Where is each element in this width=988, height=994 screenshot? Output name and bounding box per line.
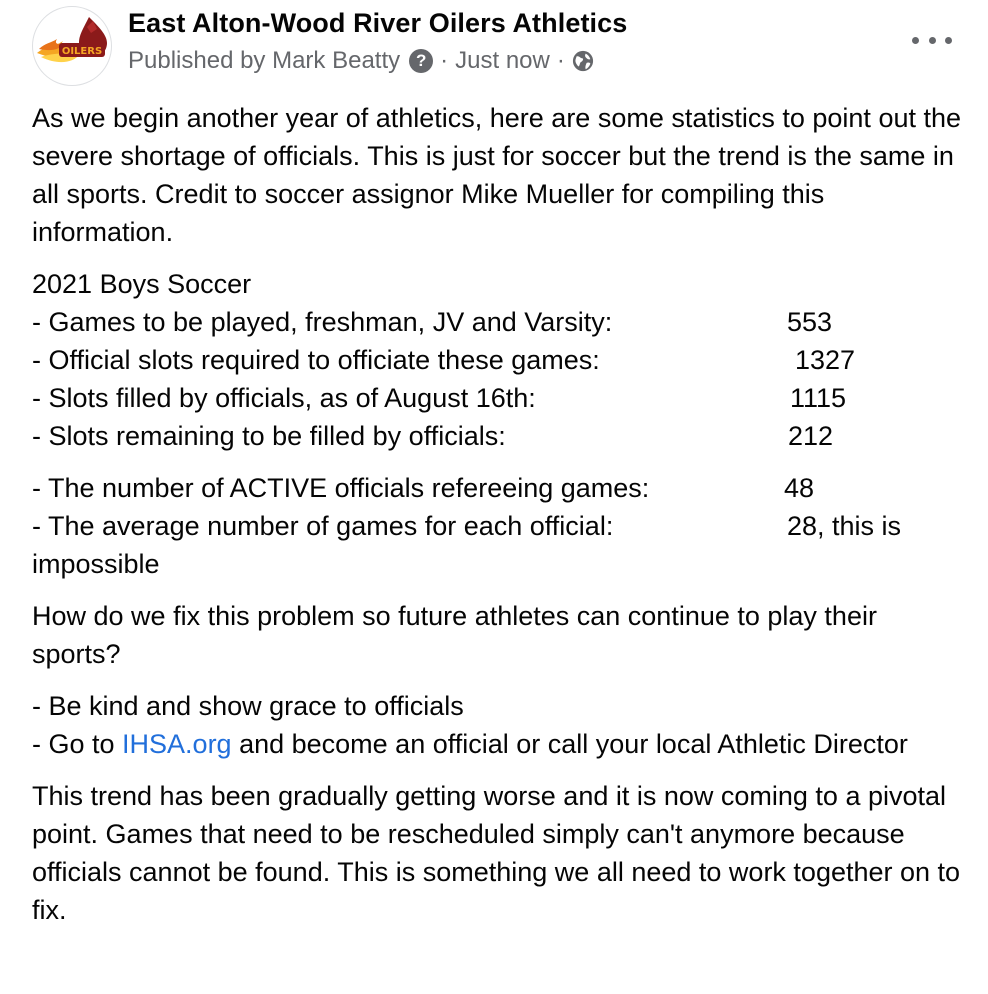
stat-continuation: impossible [32,549,160,579]
stat-label: - The number of ACTIVE officials refereeing games: [32,473,650,503]
actions-list [32,687,972,763]
stat-value: 1327 [795,345,856,375]
post-timestamp[interactable]: Just now [455,47,550,74]
oilers-logo-icon [33,7,112,86]
stats-section-2 [32,469,972,583]
more-dots-icon [929,37,936,44]
published-by: Published by Mark Beatty [128,47,401,74]
globe-icon[interactable] [572,50,594,72]
stat-row [32,469,972,507]
ihsa-link[interactable]: IHSA.org [122,729,232,759]
stat-label: - Games to be played, freshman, JV and Varsity: [32,307,613,337]
action-item: - Be kind and show grace to officials [32,691,464,721]
stat-value: 1115 [790,383,847,413]
page-avatar[interactable] [32,6,112,86]
stat-label: - Official slots required to officiate these games: [32,345,600,375]
stat-row [32,417,972,455]
stat-row [32,507,972,545]
action-prefix: - Go to [32,729,123,759]
stat-value: 28, this is [787,511,902,541]
action-item [32,725,972,763]
stat-value: 553 [787,307,833,337]
question-icon[interactable]: ? [409,49,433,73]
closing-paragraph: This trend has been gradually getting worse and it is now coming to a pivotal point. Games that need to be rescheduled simply can't anymore because officials cannot be found. This is something we all need to work together on to fix. [32,781,961,925]
stats-section [32,265,972,455]
more-dots-icon [945,37,952,44]
stat-value: 48 [784,473,815,503]
stat-value: 212 [788,421,834,451]
logo-text: OILERS [61,46,103,57]
post-header [32,6,962,86]
more-dots-icon [912,37,919,44]
meta-separator: · [440,47,449,74]
page-name-link[interactable]: East Alton-Wood River Oilers Athletics [128,8,628,38]
stat-row [32,341,972,379]
stat-label: - The average number of games for each official: [32,511,614,541]
action-suffix: and become an official or call your local Athletic Director [231,729,908,759]
stats-title: 2021 Boys Soccer [32,269,252,299]
post-body [32,99,972,929]
question-paragraph: How do we fix this problem so future athletes can continue to play their sports? [32,601,877,669]
stat-label: - Slots filled by officials, as of August 16th: [32,383,536,413]
stat-row [32,379,972,417]
more-options-button[interactable] [912,28,952,52]
intro-paragraph: As we begin another year of athletics, here are some statistics to point out the severe shortage of officials. This is just for soccer but the trend is the same in all sports. Credit to soccer assignor Mike Mueller for compiling this information. [32,103,962,247]
post-meta [128,47,594,75]
stat-row [32,303,972,341]
stat-label: - Slots remaining to be filled by officials: [32,421,506,451]
meta-separator-2: · [556,47,565,74]
